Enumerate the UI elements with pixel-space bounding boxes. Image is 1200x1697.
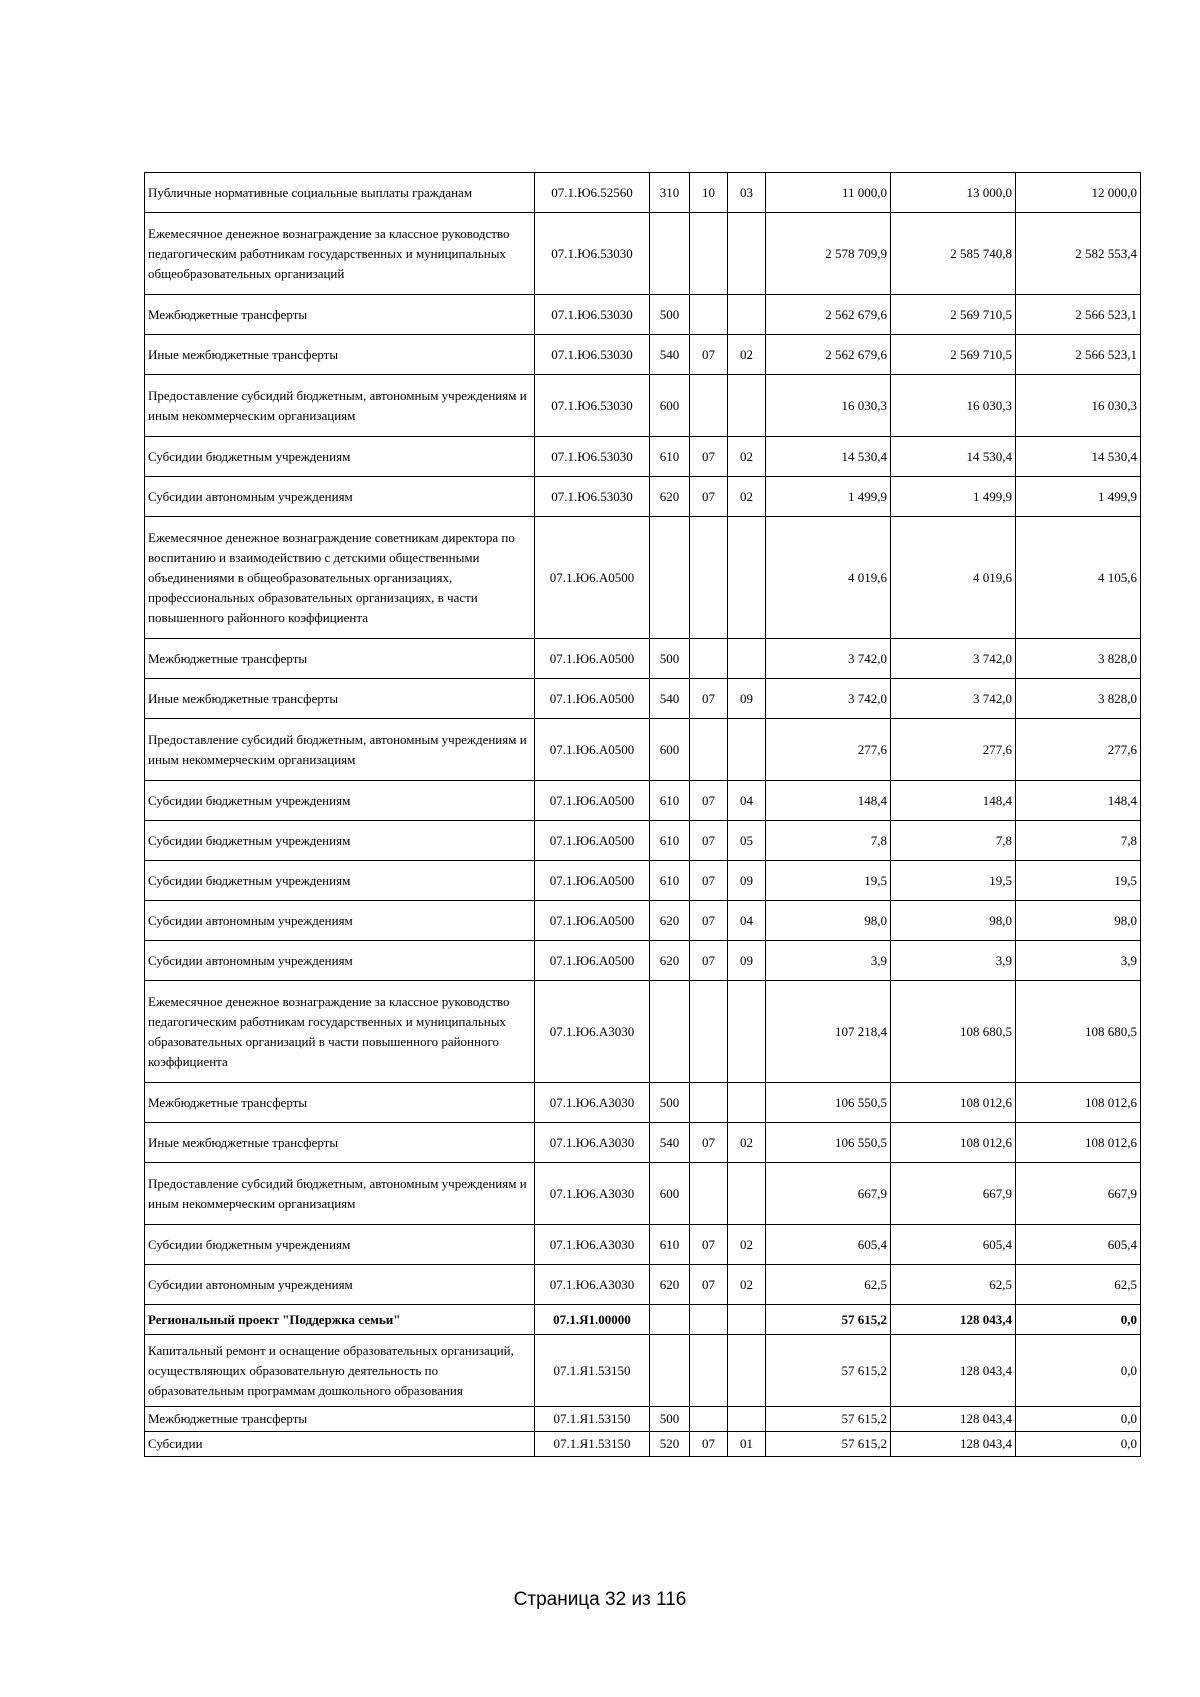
expense-type-cell: 600 xyxy=(650,375,690,437)
row-name-cell: Предоставление субсидий бюджетным, автономным учреждениям и иным некоммерческим организациям xyxy=(145,375,535,437)
section-cell xyxy=(690,1335,728,1407)
subsection-cell xyxy=(728,517,766,639)
table-row xyxy=(145,861,1141,901)
table-row xyxy=(145,821,1141,861)
amount-year-3-cell: 98,0 xyxy=(1016,901,1141,941)
subsection-cell xyxy=(728,1335,766,1407)
table-row xyxy=(145,437,1141,477)
table-row xyxy=(145,639,1141,679)
row-name-cell: Субсидии автономным учреждениям xyxy=(145,901,535,941)
row-name-cell: Субсидии бюджетным учреждениям xyxy=(145,437,535,477)
target-article-cell: 07.1.Ю6.53030 xyxy=(535,375,650,437)
row-name-cell: Субсидии бюджетным учреждениям xyxy=(145,781,535,821)
table-row xyxy=(145,477,1141,517)
target-article-cell: 07.1.Ю6.А3030 xyxy=(535,1225,650,1265)
expense-type-cell xyxy=(650,981,690,1083)
subsection-cell xyxy=(728,1083,766,1123)
target-article-cell: 07.1.Ю6.А0500 xyxy=(535,639,650,679)
amount-year-3-cell: 277,6 xyxy=(1016,719,1141,781)
section-cell: 07 xyxy=(690,861,728,901)
expense-type-cell: 620 xyxy=(650,477,690,517)
amount-year-3-cell: 62,5 xyxy=(1016,1265,1141,1305)
amount-year-3-cell: 108 012,6 xyxy=(1016,1083,1141,1123)
table-row xyxy=(145,295,1141,335)
amount-year-3-cell: 148,4 xyxy=(1016,781,1141,821)
target-article-cell: 07.1.Ю6.А3030 xyxy=(535,1265,650,1305)
target-article-cell: 07.1.Ю6.А0500 xyxy=(535,901,650,941)
target-article-cell: 07.1.Ю6.53030 xyxy=(535,335,650,375)
amount-year-2-cell: 3,9 xyxy=(891,941,1016,981)
target-article-cell: 07.1.Ю6.А0500 xyxy=(535,719,650,781)
amount-year-2-cell: 128 043,4 xyxy=(891,1335,1016,1407)
row-name-cell: Межбюджетные трансферты xyxy=(145,1407,535,1432)
amount-year-1-cell: 57 615,2 xyxy=(766,1335,891,1407)
amount-year-1-cell: 62,5 xyxy=(766,1265,891,1305)
subsection-cell: 01 xyxy=(728,1432,766,1457)
row-name-cell: Иные межбюджетные трансферты xyxy=(145,335,535,375)
subsection-cell xyxy=(728,639,766,679)
subsection-cell: 02 xyxy=(728,437,766,477)
section-cell xyxy=(690,295,728,335)
amount-year-3-cell: 108 680,5 xyxy=(1016,981,1141,1083)
subsection-cell: 02 xyxy=(728,1123,766,1163)
target-article-cell: 07.1.Ю6.А3030 xyxy=(535,981,650,1083)
budget-table xyxy=(144,172,1141,1457)
amount-year-1-cell: 19,5 xyxy=(766,861,891,901)
table-row xyxy=(145,941,1141,981)
section-cell: 07 xyxy=(690,477,728,517)
amount-year-3-cell: 1 499,9 xyxy=(1016,477,1141,517)
amount-year-3-cell: 14 530,4 xyxy=(1016,437,1141,477)
subsection-cell xyxy=(728,295,766,335)
amount-year-3-cell: 12 000,0 xyxy=(1016,173,1141,213)
expense-type-cell: 310 xyxy=(650,173,690,213)
amount-year-1-cell: 277,6 xyxy=(766,719,891,781)
row-name-cell: Ежемесячное денежное вознаграждение за классное руководство педагогическим работникам государственных и муниципальных общеобразовательных организаций xyxy=(145,213,535,295)
amount-year-1-cell: 11 000,0 xyxy=(766,173,891,213)
section-cell: 07 xyxy=(690,1123,728,1163)
target-article-cell: 07.1.Ю6.А0500 xyxy=(535,679,650,719)
row-name-cell: Иные межбюджетные трансферты xyxy=(145,1123,535,1163)
expense-type-cell: 610 xyxy=(650,1225,690,1265)
target-article-cell: 07.1.Я1.53150 xyxy=(535,1407,650,1432)
amount-year-3-cell: 0,0 xyxy=(1016,1432,1141,1457)
amount-year-3-cell: 3 828,0 xyxy=(1016,639,1141,679)
amount-year-2-cell: 13 000,0 xyxy=(891,173,1016,213)
amount-year-1-cell: 3 742,0 xyxy=(766,679,891,719)
section-cell: 07 xyxy=(690,1225,728,1265)
table-row xyxy=(145,1432,1141,1457)
amount-year-3-cell: 108 012,6 xyxy=(1016,1123,1141,1163)
expense-type-cell: 620 xyxy=(650,901,690,941)
table-row xyxy=(145,781,1141,821)
expense-type-cell xyxy=(650,517,690,639)
subsection-cell: 04 xyxy=(728,901,766,941)
amount-year-2-cell: 667,9 xyxy=(891,1163,1016,1225)
row-name-cell: Ежемесячное денежное вознаграждение советникам директора по воспитанию и взаимодействию с детскими общественными объединениями в общеобразовательных организациях, профессиональных образовательных организациях, в части повышенного районного коэффициента xyxy=(145,517,535,639)
expense-type-cell: 500 xyxy=(650,1083,690,1123)
amount-year-1-cell: 667,9 xyxy=(766,1163,891,1225)
subsection-cell xyxy=(728,1407,766,1432)
amount-year-2-cell: 128 043,4 xyxy=(891,1407,1016,1432)
amount-year-3-cell: 667,9 xyxy=(1016,1163,1141,1225)
section-cell xyxy=(690,1083,728,1123)
section-cell: 07 xyxy=(690,901,728,941)
row-name-cell: Субсидии бюджетным учреждениям xyxy=(145,821,535,861)
section-cell: 07 xyxy=(690,941,728,981)
expense-type-cell: 500 xyxy=(650,295,690,335)
target-article-cell: 07.1.Ю6.52560 xyxy=(535,173,650,213)
table-row xyxy=(145,1265,1141,1305)
target-article-cell: 07.1.Ю6.53030 xyxy=(535,213,650,295)
amount-year-3-cell: 19,5 xyxy=(1016,861,1141,901)
amount-year-2-cell: 3 742,0 xyxy=(891,679,1016,719)
expense-type-cell: 540 xyxy=(650,335,690,375)
table-row xyxy=(145,517,1141,639)
table-row xyxy=(145,679,1141,719)
subsection-cell: 09 xyxy=(728,861,766,901)
section-cell xyxy=(690,375,728,437)
amount-year-1-cell: 106 550,5 xyxy=(766,1083,891,1123)
target-article-cell: 07.1.Ю6.А0500 xyxy=(535,941,650,981)
row-name-cell: Предоставление субсидий бюджетным, автономным учреждениям и иным некоммерческим организациям xyxy=(145,719,535,781)
target-article-cell: 07.1.Ю6.А0500 xyxy=(535,517,650,639)
amount-year-1-cell: 3,9 xyxy=(766,941,891,981)
table-row xyxy=(145,375,1141,437)
subsection-cell xyxy=(728,719,766,781)
amount-year-3-cell: 16 030,3 xyxy=(1016,375,1141,437)
amount-year-2-cell: 277,6 xyxy=(891,719,1016,781)
page-number: Страница 32 из 116 xyxy=(513,1589,687,1610)
expense-type-cell: 540 xyxy=(650,679,690,719)
amount-year-2-cell: 4 019,6 xyxy=(891,517,1016,639)
amount-year-1-cell: 2 562 679,6 xyxy=(766,295,891,335)
section-cell: 07 xyxy=(690,781,728,821)
target-article-cell: 07.1.Ю6.А3030 xyxy=(535,1123,650,1163)
amount-year-2-cell: 98,0 xyxy=(891,901,1016,941)
amount-year-3-cell: 3,9 xyxy=(1016,941,1141,981)
amount-year-1-cell: 57 615,2 xyxy=(766,1407,891,1432)
row-name-cell: Межбюджетные трансферты xyxy=(145,1083,535,1123)
amount-year-2-cell: 108 680,5 xyxy=(891,981,1016,1083)
section-cell: 07 xyxy=(690,679,728,719)
target-article-cell: 07.1.Ю6.А3030 xyxy=(535,1083,650,1123)
amount-year-3-cell: 0,0 xyxy=(1016,1407,1141,1432)
row-name-cell: Межбюджетные трансферты xyxy=(145,639,535,679)
amount-year-3-cell: 7,8 xyxy=(1016,821,1141,861)
amount-year-2-cell: 2 569 710,5 xyxy=(891,295,1016,335)
amount-year-3-cell: 605,4 xyxy=(1016,1225,1141,1265)
table-row xyxy=(145,719,1141,781)
amount-year-2-cell: 108 012,6 xyxy=(891,1123,1016,1163)
expense-type-cell: 500 xyxy=(650,1407,690,1432)
amount-year-1-cell: 605,4 xyxy=(766,1225,891,1265)
subsection-cell xyxy=(728,981,766,1083)
row-name-cell: Субсидии автономным учреждениям xyxy=(145,477,535,517)
table-row xyxy=(145,901,1141,941)
amount-year-1-cell: 14 530,4 xyxy=(766,437,891,477)
subsection-cell xyxy=(728,213,766,295)
table-row xyxy=(145,1123,1141,1163)
target-article-cell: 07.1.Ю6.А3030 xyxy=(535,1163,650,1225)
amount-year-3-cell: 2 566 523,1 xyxy=(1016,295,1141,335)
amount-year-2-cell: 128 043,4 xyxy=(891,1432,1016,1457)
amount-year-2-cell: 19,5 xyxy=(891,861,1016,901)
amount-year-1-cell: 107 218,4 xyxy=(766,981,891,1083)
expense-type-cell: 610 xyxy=(650,821,690,861)
amount-year-1-cell: 106 550,5 xyxy=(766,1123,891,1163)
row-name-cell: Субсидии бюджетным учреждениям xyxy=(145,1225,535,1265)
section-cell: 07 xyxy=(690,1265,728,1305)
section-cell xyxy=(690,639,728,679)
amount-year-1-cell: 2 562 679,6 xyxy=(766,335,891,375)
section-cell xyxy=(690,719,728,781)
row-name-cell: Региональный проект "Поддержка семьи" xyxy=(145,1305,535,1335)
expense-type-cell: 610 xyxy=(650,781,690,821)
amount-year-1-cell: 2 578 709,9 xyxy=(766,213,891,295)
row-name-cell: Публичные нормативные социальные выплаты гражданам xyxy=(145,173,535,213)
amount-year-3-cell: 3 828,0 xyxy=(1016,679,1141,719)
amount-year-2-cell: 128 043,4 xyxy=(891,1305,1016,1335)
target-article-cell: 07.1.Ю6.53030 xyxy=(535,437,650,477)
amount-year-2-cell: 2 569 710,5 xyxy=(891,335,1016,375)
section-cell xyxy=(690,517,728,639)
target-article-cell: 07.1.Ю6.53030 xyxy=(535,477,650,517)
subsection-cell: 02 xyxy=(728,335,766,375)
amount-year-3-cell: 2 566 523,1 xyxy=(1016,335,1141,375)
amount-year-2-cell: 14 530,4 xyxy=(891,437,1016,477)
expense-type-cell xyxy=(650,1305,690,1335)
table-row xyxy=(145,1335,1141,1407)
section-cell: 10 xyxy=(690,173,728,213)
expense-type-cell xyxy=(650,213,690,295)
target-article-cell: 07.1.Я1.00000 xyxy=(535,1305,650,1335)
target-article-cell: 07.1.Ю6.А0500 xyxy=(535,781,650,821)
section-cell: 07 xyxy=(690,821,728,861)
amount-year-1-cell: 4 019,6 xyxy=(766,517,891,639)
row-name-cell: Субсидии автономным учреждениям xyxy=(145,941,535,981)
target-article-cell: 07.1.Ю6.А0500 xyxy=(535,821,650,861)
section-cell xyxy=(690,1407,728,1432)
amount-year-1-cell: 1 499,9 xyxy=(766,477,891,517)
row-name-cell: Межбюджетные трансферты xyxy=(145,295,535,335)
amount-year-2-cell: 7,8 xyxy=(891,821,1016,861)
amount-year-1-cell: 3 742,0 xyxy=(766,639,891,679)
amount-year-2-cell: 3 742,0 xyxy=(891,639,1016,679)
amount-year-1-cell: 98,0 xyxy=(766,901,891,941)
row-name-cell: Капитальный ремонт и оснащение образовательных организаций, осуществляющих образовательную деятельность по образовательным программам дошкольного образования xyxy=(145,1335,535,1407)
amount-year-3-cell: 2 582 553,4 xyxy=(1016,213,1141,295)
target-article-cell: 07.1.Я1.53150 xyxy=(535,1432,650,1457)
table-row xyxy=(145,1083,1141,1123)
expense-type-cell: 620 xyxy=(650,941,690,981)
table-row xyxy=(145,213,1141,295)
row-name-cell: Субсидии xyxy=(145,1432,535,1457)
table-row xyxy=(145,1407,1141,1432)
amount-year-1-cell: 57 615,2 xyxy=(766,1432,891,1457)
amount-year-2-cell: 1 499,9 xyxy=(891,477,1016,517)
target-article-cell: 07.1.Ю6.А0500 xyxy=(535,861,650,901)
table-row xyxy=(145,1225,1141,1265)
amount-year-2-cell: 62,5 xyxy=(891,1265,1016,1305)
subsection-cell xyxy=(728,1163,766,1225)
subsection-cell: 09 xyxy=(728,679,766,719)
amount-year-1-cell: 16 030,3 xyxy=(766,375,891,437)
amount-year-1-cell: 57 615,2 xyxy=(766,1305,891,1335)
section-cell: 07 xyxy=(690,1432,728,1457)
amount-year-3-cell: 0,0 xyxy=(1016,1335,1141,1407)
section-cell: 07 xyxy=(690,335,728,375)
amount-year-3-cell: 0,0 xyxy=(1016,1305,1141,1335)
amount-year-2-cell: 605,4 xyxy=(891,1225,1016,1265)
expense-type-cell: 620 xyxy=(650,1265,690,1305)
row-name-cell: Субсидии автономным учреждениям xyxy=(145,1265,535,1305)
expense-type-cell: 600 xyxy=(650,719,690,781)
amount-year-2-cell: 148,4 xyxy=(891,781,1016,821)
amount-year-2-cell: 16 030,3 xyxy=(891,375,1016,437)
subsection-cell: 05 xyxy=(728,821,766,861)
amount-year-3-cell: 4 105,6 xyxy=(1016,517,1141,639)
row-name-cell: Субсидии бюджетным учреждениям xyxy=(145,861,535,901)
section-cell xyxy=(690,981,728,1083)
expense-type-cell: 520 xyxy=(650,1432,690,1457)
amount-year-2-cell: 108 012,6 xyxy=(891,1083,1016,1123)
row-name-cell: Иные межбюджетные трансферты xyxy=(145,679,535,719)
section-cell xyxy=(690,213,728,295)
expense-type-cell: 600 xyxy=(650,1163,690,1225)
subsection-cell: 04 xyxy=(728,781,766,821)
table-row xyxy=(145,1305,1141,1335)
table-row xyxy=(145,1163,1141,1225)
row-name-cell: Ежемесячное денежное вознаграждение за классное руководство педагогическим работникам государственных и муниципальных образовательных организаций в части повышенного районного коэффициента xyxy=(145,981,535,1083)
section-cell xyxy=(690,1305,728,1335)
subsection-cell xyxy=(728,375,766,437)
amount-year-1-cell: 7,8 xyxy=(766,821,891,861)
section-cell xyxy=(690,1163,728,1225)
row-name-cell: Предоставление субсидий бюджетным, автономным учреждениям и иным некоммерческим организациям xyxy=(145,1163,535,1225)
table-row xyxy=(145,981,1141,1083)
expense-type-cell: 610 xyxy=(650,437,690,477)
subsection-cell: 02 xyxy=(728,1265,766,1305)
expense-type-cell: 500 xyxy=(650,639,690,679)
expense-type-cell: 540 xyxy=(650,1123,690,1163)
target-article-cell: 07.1.Ю6.53030 xyxy=(535,295,650,335)
subsection-cell: 02 xyxy=(728,477,766,517)
subsection-cell: 09 xyxy=(728,941,766,981)
section-cell: 07 xyxy=(690,437,728,477)
target-article-cell: 07.1.Я1.53150 xyxy=(535,1335,650,1407)
expense-type-cell: 610 xyxy=(650,861,690,901)
subsection-cell: 03 xyxy=(728,173,766,213)
amount-year-1-cell: 148,4 xyxy=(766,781,891,821)
expense-type-cell xyxy=(650,1335,690,1407)
table-row xyxy=(145,335,1141,375)
table-row xyxy=(145,173,1141,213)
amount-year-2-cell: 2 585 740,8 xyxy=(891,213,1016,295)
subsection-cell: 02 xyxy=(728,1225,766,1265)
subsection-cell xyxy=(728,1305,766,1335)
